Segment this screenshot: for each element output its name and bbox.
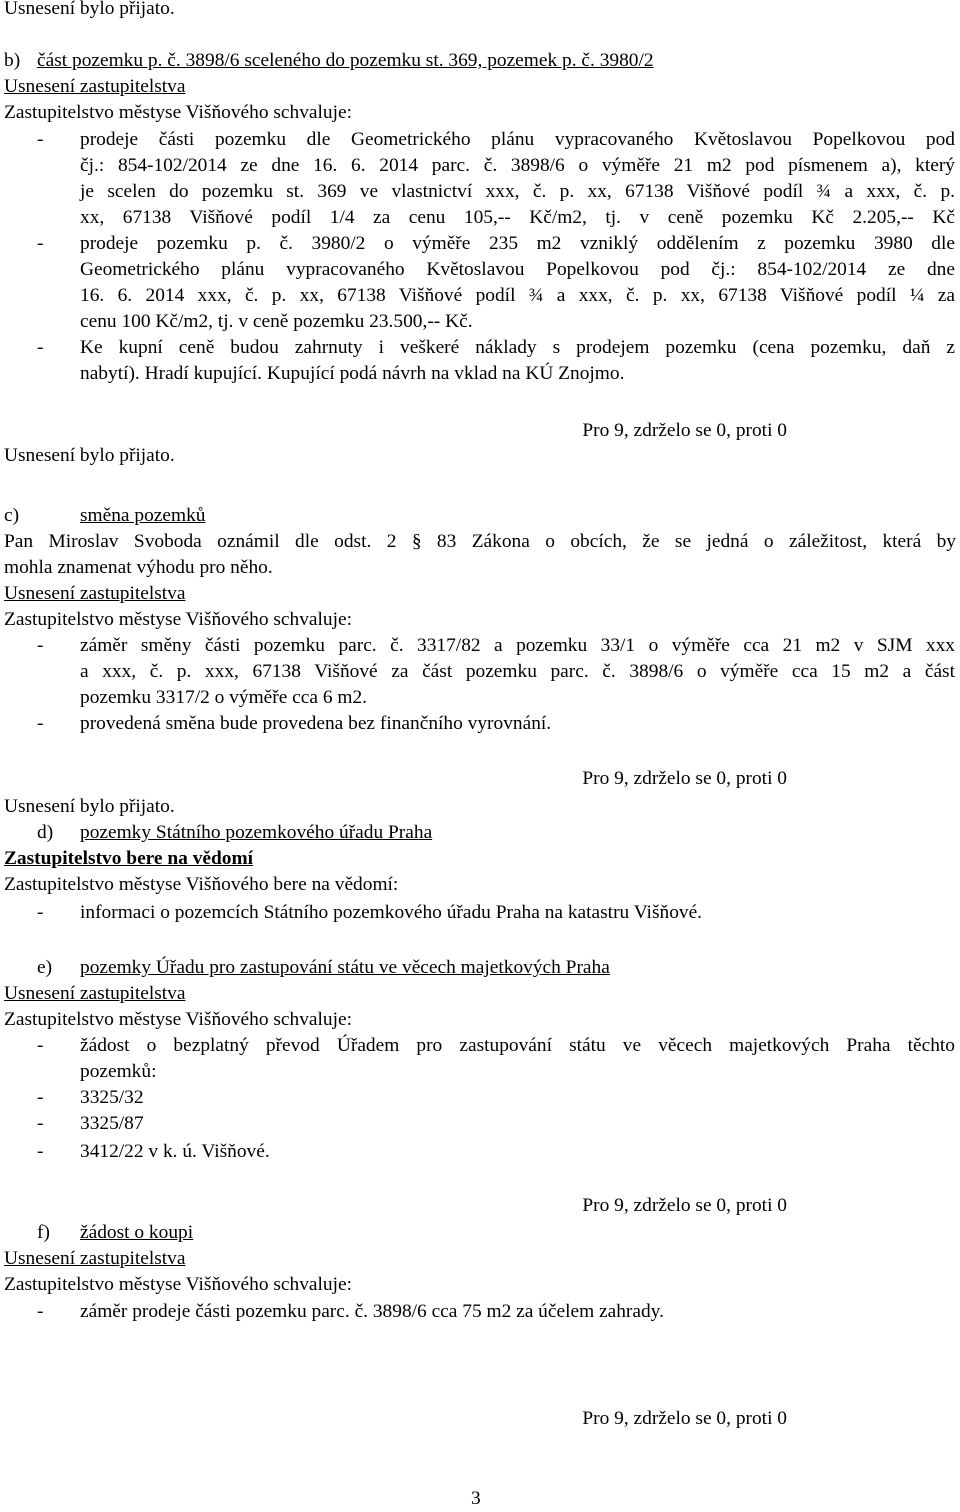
- list-item-line: záměr směny části pozemku parc. č. 3317/82 a pozemku 33/1 o výměře cca 21 m2 v SJM xxx: [80, 635, 955, 656]
- list-item-line: 3325/87: [80, 1113, 144, 1134]
- section-c-marker: c): [4, 505, 20, 526]
- section-f-title: žádost o koupi: [80, 1222, 194, 1243]
- section-e-title: pozemky Úřadu pro zastupování státu ve věcech majetkových Praha: [80, 957, 610, 978]
- list-item-line: záměr prodeje části pozemku parc. č. 3898/6 cca 75 m2 za účelem zahrady.: [80, 1301, 664, 1322]
- section-c-title: směna pozemků: [80, 505, 206, 526]
- section-b-title: část pozemku p. č. 3898/6 sceleného do pozemku st. 369, pozemek p. č. 3980/2: [37, 50, 654, 71]
- section-e-marker: e): [37, 957, 53, 978]
- section-b-heading: Usnesení zastupitelstva: [4, 76, 186, 97]
- resolution-result: Usnesení bylo přijato.: [4, 796, 175, 817]
- section-d-marker: d): [37, 822, 54, 843]
- list-dash: -: [37, 1141, 44, 1162]
- list-dash: -: [37, 1113, 44, 1134]
- list-item-line: prodeje pozemku p. č. 3980/2 o výměře 235 m2 vzniklý oddělením z pozemku 3980 dle: [80, 233, 955, 254]
- resolution-result: Usnesení bylo přijato.: [4, 445, 175, 466]
- vote-result: Pro 9, zdrželo se 0, proti 0: [582, 1195, 787, 1216]
- list-item-line: čj.: 854-102/2014 ze dne 16. 6. 2014 parc. č. 3898/6 o výměře 21 m2 pod písmenem a), který: [80, 155, 955, 176]
- list-item-line: 3325/32: [80, 1087, 144, 1108]
- list-dash: -: [37, 337, 44, 358]
- list-item-line: a xxx, č. p. xxx, 67138 Višňové za část pozemku parc. č. 3898/6 o výměře cca 15 m2 a část: [80, 661, 955, 682]
- section-e-approves: Zastupitelstvo městyse Višňového schvaluje:: [4, 1009, 352, 1030]
- list-dash: -: [37, 902, 44, 923]
- list-item-line: Ke kupní ceně budou zahrnuty i veškeré náklady s prodejem pozemku (cena pozemku, daň z: [80, 337, 955, 358]
- section-f-heading: Usnesení zastupitelstva: [4, 1248, 186, 1269]
- list-dash: -: [37, 1301, 44, 1322]
- section-f-marker: f): [37, 1222, 50, 1243]
- section-c-paragraph: Pan Miroslav Svoboda oznámil dle odst. 2 § 83 Zákona o obcích, že se jedná o záležitost, která by: [4, 531, 956, 552]
- section-d-title: pozemky Státního pozemkového úřadu Praha: [80, 822, 433, 843]
- list-item-line: je scelen do pozemku st. 369 ve vlastnictví xxx, č. p. xx, 67138 Višňové podíl ¾ a xxx, č. p.: [80, 181, 955, 202]
- list-item-line: pozemku 3317/2 o výměře cca 6 m2.: [80, 687, 368, 708]
- list-dash: -: [37, 635, 44, 656]
- section-c-approves: Zastupitelstvo městyse Višňového schvaluje:: [4, 609, 352, 630]
- vote-result: Pro 9, zdrželo se 0, proti 0: [582, 1408, 787, 1429]
- list-dash: -: [37, 233, 44, 254]
- section-e-heading: Usnesení zastupitelstva: [4, 983, 186, 1004]
- vote-result: Pro 9, zdrželo se 0, proti 0: [582, 768, 787, 789]
- list-item-line: nabytí). Hradí kupující. Kupující podá návrh na vklad na KÚ Znojmo.: [80, 363, 625, 384]
- list-item-line: provedená směna bude provedena bez finančního vyrovnání.: [80, 713, 552, 734]
- vote-result: Pro 9, zdrželo se 0, proti 0: [582, 420, 787, 441]
- list-item-line: žádost o bezplatný převod Úřadem pro zastupování státu ve věcech majetkových Praha těchto: [80, 1035, 955, 1056]
- list-item-line: Geometrického plánu vypracovaného Květoslavou Popelkovou pod čj.: 854-102/2014 ze dne: [80, 259, 955, 280]
- list-item-line: informaci o pozemcích Státního pozemkového úřadu Praha na katastru Višňové.: [80, 902, 703, 923]
- list-item-line: cenu 100 Kč/m2, tj. v ceně pozemku 23.500,-- Kč.: [80, 311, 473, 332]
- list-dash: -: [37, 1087, 44, 1108]
- list-dash: -: [37, 1035, 44, 1056]
- section-c-heading: Usnesení zastupitelstva: [4, 583, 186, 604]
- list-dash: -: [37, 129, 44, 150]
- list-dash: -: [37, 713, 44, 734]
- list-item-line: prodeje části pozemku dle Geometrického plánu vypracovaného Květoslavou Popelkovou pod: [80, 129, 955, 150]
- list-item-line: 3412/22 v k. ú. Višňové.: [80, 1141, 270, 1162]
- list-item-line: xx, 67138 Višňové podíl 1/4 za cenu 105,-- Kč/m2, tj. v ceně pozemku Kč 2.205,-- Kč: [80, 207, 955, 228]
- list-item-line: 16. 6. 2014 xxx, č. p. xx, 67138 Višňové podíl ¾ a xxx, č. p. xx, 67138 Višňové podíl ¼ za: [80, 285, 955, 306]
- section-d-heading: Zastupitelstvo bere na vědomí: [4, 848, 254, 869]
- section-d-notes: Zastupitelstvo městyse Višňového bere na vědomí:: [4, 874, 399, 895]
- resolution-result: Usnesení bylo přijato.: [4, 0, 175, 19]
- section-b-approves: Zastupitelstvo městyse Višňového schvaluje:: [4, 102, 352, 123]
- section-f-approves: Zastupitelstvo městyse Višňového schvaluje:: [4, 1274, 352, 1295]
- page-number: 3: [471, 1488, 481, 1509]
- section-c-paragraph: mohla znamenat výhodu pro něho.: [4, 557, 273, 578]
- list-item-line: pozemků:: [80, 1061, 157, 1082]
- section-b-marker: b): [4, 50, 21, 71]
